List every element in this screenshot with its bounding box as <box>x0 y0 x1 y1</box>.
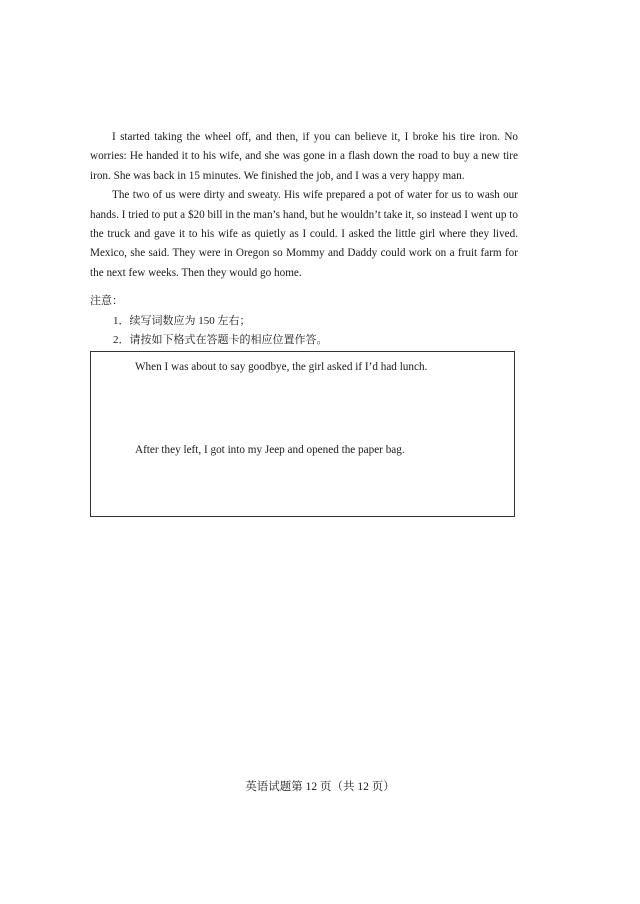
note-item-format: 2．请按如下格式在答题卡的相应位置作答。 <box>113 334 328 346</box>
note-item-word-count: 1．续写词数应为 150 左右； <box>113 314 251 327</box>
notes-heading: 注意： <box>90 295 123 307</box>
reading-passage <box>90 128 518 283</box>
answer-format-box <box>90 351 515 517</box>
continuation-prompt-2: After they left, I got into my Jeep and opened the paper bag. <box>135 444 405 456</box>
page-footer: 英语试题第 12 页（共 12 页） <box>245 781 395 793</box>
continuation-prompt-1: When I was about to say goodbye, the girl asked if I’d had lunch. <box>135 361 428 373</box>
passage-paragraph-2: The two of us were dirty and sweaty. His wife prepared a pot of water for us to wash our hands. I tried to put a $20 bill in the man’s hand, but he wouldn’t take it, so instead I went up to the truck and gave it to his wife as quietly as I could. I asked the little girl where they lived. Mexico, she said. They were in Oregon so Mommy and Daddy could work on a fruit farm for the next few weeks. Then they would go home. <box>90 189 518 279</box>
passage-paragraph-1: I started taking the wheel off, and then, if you can believe it, I broke his tire iron. No worries: He handed it to his wife, and she was gone in a flash down the road to buy a new tire iron. She was back in 15 minutes. We finished the job, and I was a very happy man. <box>90 131 518 182</box>
notes-section <box>90 292 520 351</box>
